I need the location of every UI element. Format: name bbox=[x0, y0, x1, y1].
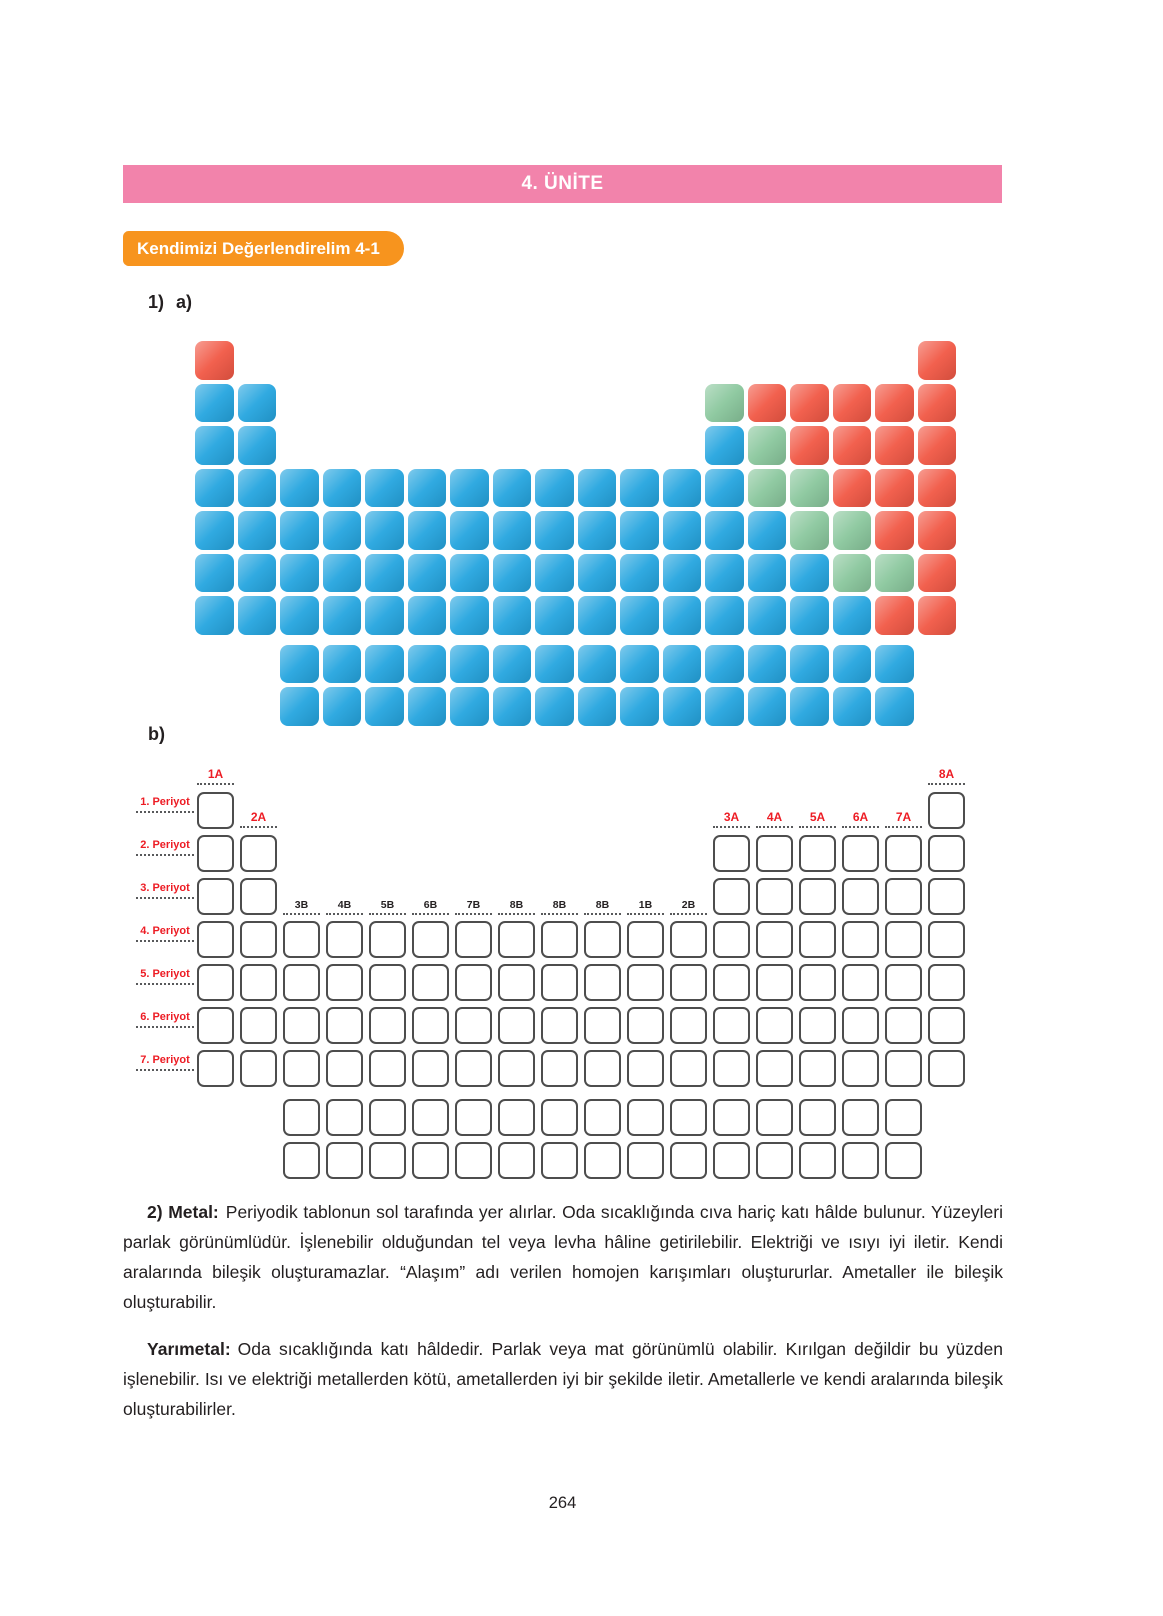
metal-cell bbox=[408, 596, 447, 635]
yarimetal-cell bbox=[875, 554, 914, 593]
metal-cell bbox=[365, 554, 404, 593]
group-a-label: 6A bbox=[842, 810, 879, 828]
metal-cell bbox=[450, 511, 489, 550]
empty-element-cell bbox=[584, 1099, 621, 1136]
empty-element-cell bbox=[799, 835, 836, 872]
empty-element-cell bbox=[541, 1050, 578, 1087]
yarimetal-description: Oda sıcaklığında katı hâldedir. Parlak veya mat görünümlü olabilir. Kırılgan değildir bu yüzden işlenebilir. Isı ve elektriği metallerden kötü, ametallerden iyi bir şekilde iletir. Ametallerle ve kendi aralarında bileşik oluşturabilirler. bbox=[123, 1339, 1003, 1419]
ametal-cell bbox=[790, 426, 829, 465]
empty-element-cell bbox=[197, 1050, 234, 1087]
empty-element-cell bbox=[326, 921, 363, 958]
metal-cell bbox=[195, 554, 234, 593]
empty-element-cell bbox=[541, 1007, 578, 1044]
yarimetal-cell bbox=[833, 511, 872, 550]
metal-cell bbox=[493, 511, 532, 550]
period-label: 5. Periyot bbox=[136, 968, 194, 985]
metal-cell bbox=[493, 554, 532, 593]
metal-cell bbox=[408, 469, 447, 508]
metal-cell bbox=[705, 554, 744, 593]
empty-element-cell bbox=[326, 1099, 363, 1136]
q1b-letter: b) bbox=[148, 724, 165, 744]
metal-cell bbox=[323, 645, 362, 684]
metal-cell bbox=[280, 511, 319, 550]
empty-element-cell bbox=[713, 1050, 750, 1087]
metal-cell bbox=[365, 596, 404, 635]
empty-element-cell bbox=[799, 1050, 836, 1087]
ametal-cell bbox=[918, 511, 957, 550]
metal-cell bbox=[578, 687, 617, 726]
empty-element-cell bbox=[197, 964, 234, 1001]
metal-cell bbox=[365, 469, 404, 508]
metal-cell bbox=[238, 554, 277, 593]
metal-cell bbox=[365, 511, 404, 550]
body-text bbox=[123, 1197, 1003, 1424]
empty-element-cell bbox=[369, 1007, 406, 1044]
empty-element-cell bbox=[369, 1099, 406, 1136]
period-label: 7. Periyot bbox=[136, 1054, 194, 1071]
metal-cell bbox=[195, 469, 234, 508]
ametal-cell bbox=[875, 384, 914, 423]
metal-cell bbox=[450, 469, 489, 508]
group-a-label: 4A bbox=[756, 810, 793, 828]
yarimetal-cell bbox=[790, 511, 829, 550]
metal-cell bbox=[663, 645, 702, 684]
empty-element-cell bbox=[283, 921, 320, 958]
empty-element-cell bbox=[713, 964, 750, 1001]
ametal-cell bbox=[748, 384, 787, 423]
group-a-label: 1A bbox=[197, 767, 234, 785]
metal-cell bbox=[748, 554, 787, 593]
empty-element-cell bbox=[498, 964, 535, 1001]
empty-element-cell bbox=[240, 835, 277, 872]
empty-element-cell bbox=[842, 1099, 879, 1136]
empty-element-cell bbox=[455, 1142, 492, 1179]
empty-element-cell bbox=[498, 1050, 535, 1087]
empty-element-cell bbox=[326, 1142, 363, 1179]
empty-element-cell bbox=[584, 1007, 621, 1044]
metal-cell bbox=[408, 645, 447, 684]
metal-cell bbox=[195, 384, 234, 423]
q1a-letter: a) bbox=[176, 292, 193, 312]
ametal-cell bbox=[918, 426, 957, 465]
yarimetal-cell bbox=[748, 469, 787, 508]
metal-cell bbox=[790, 645, 829, 684]
empty-element-cell bbox=[498, 1142, 535, 1179]
empty-element-cell bbox=[369, 921, 406, 958]
metal-heading: 2) Metal: bbox=[147, 1202, 219, 1222]
metal-cell bbox=[365, 687, 404, 726]
empty-element-cell bbox=[928, 878, 965, 915]
group-b-label: 7B bbox=[455, 899, 492, 915]
empty-element-cell bbox=[240, 1050, 277, 1087]
empty-element-cell bbox=[369, 1142, 406, 1179]
empty-element-cell bbox=[627, 1099, 664, 1136]
empty-element-cell bbox=[799, 1007, 836, 1044]
empty-element-cell bbox=[498, 1007, 535, 1044]
unit-header-bar bbox=[123, 165, 1002, 203]
metal-cell bbox=[748, 596, 787, 635]
empty-element-cell bbox=[799, 1142, 836, 1179]
ametal-cell bbox=[875, 469, 914, 508]
empty-element-cell bbox=[842, 1142, 879, 1179]
metal-cell bbox=[323, 511, 362, 550]
empty-element-cell bbox=[584, 1142, 621, 1179]
ametal-cell bbox=[875, 511, 914, 550]
empty-element-cell bbox=[713, 1007, 750, 1044]
metal-cell bbox=[620, 469, 659, 508]
metal-cell bbox=[408, 687, 447, 726]
metal-description: Periyodik tablonun sol tarafında yer alırlar. Oda sıcaklığında cıva hariç katı hâlde bulunur. Yüzeyleri parlak görünümlüdür. İşlenebilir olduğundan tel veya levha hâline getirilebilir. Elektriği ve ısıyı iyi iletir. Kendi aralarında bileşik oluşturamazlar. “Alaşım” adı verilen homojen karışımları oluştururlar. Ametaller ile bileşik oluşturabilir. bbox=[123, 1202, 1003, 1312]
group-a-label: 2A bbox=[240, 810, 277, 828]
metal-cell bbox=[408, 554, 447, 593]
empty-element-cell bbox=[197, 792, 234, 829]
metal-cell bbox=[535, 687, 574, 726]
empty-element-cell bbox=[455, 921, 492, 958]
empty-element-cell bbox=[670, 1099, 707, 1136]
empty-element-cell bbox=[627, 921, 664, 958]
badge-label: Kendimizi Değerlendirelim 4-1 bbox=[137, 238, 380, 258]
metal-cell bbox=[790, 554, 829, 593]
ametal-cell bbox=[790, 384, 829, 423]
metal-cell bbox=[493, 687, 532, 726]
metal-cell bbox=[323, 596, 362, 635]
empty-element-cell bbox=[928, 964, 965, 1001]
empty-element-cell bbox=[326, 1050, 363, 1087]
empty-element-cell bbox=[412, 964, 449, 1001]
ametal-cell bbox=[195, 341, 234, 380]
empty-element-cell bbox=[455, 964, 492, 1001]
metal-cell bbox=[280, 645, 319, 684]
group-b-label: 2B bbox=[670, 899, 707, 915]
empty-element-cell bbox=[799, 964, 836, 1001]
empty-element-cell bbox=[412, 921, 449, 958]
empty-element-cell bbox=[885, 835, 922, 872]
period-label: 1. Periyot bbox=[136, 796, 194, 813]
empty-element-cell bbox=[627, 1142, 664, 1179]
metal-cell bbox=[195, 426, 234, 465]
empty-element-cell bbox=[197, 921, 234, 958]
empty-element-cell bbox=[498, 1099, 535, 1136]
metal-cell bbox=[238, 426, 277, 465]
empty-element-cell bbox=[541, 1142, 578, 1179]
empty-element-cell bbox=[885, 964, 922, 1001]
group-b-label: 8B bbox=[541, 899, 578, 915]
self-assessment-badge bbox=[123, 231, 404, 266]
group-b-label: 8B bbox=[584, 899, 621, 915]
metal-cell bbox=[238, 596, 277, 635]
empty-element-cell bbox=[842, 921, 879, 958]
metal-cell bbox=[663, 687, 702, 726]
metal-cell bbox=[790, 596, 829, 635]
page-number: 264 bbox=[548, 1494, 577, 1512]
group-a-label: 7A bbox=[885, 810, 922, 828]
period-label: 2. Periyot bbox=[136, 839, 194, 856]
empty-element-cell bbox=[283, 1007, 320, 1044]
empty-element-cell bbox=[842, 1050, 879, 1087]
group-a-label: 5A bbox=[799, 810, 836, 828]
metal-cell bbox=[620, 645, 659, 684]
empty-element-cell bbox=[197, 878, 234, 915]
metal-cell bbox=[748, 645, 787, 684]
metal-cell bbox=[748, 687, 787, 726]
metal-cell bbox=[833, 687, 872, 726]
metal-cell bbox=[833, 645, 872, 684]
empty-element-cell bbox=[541, 964, 578, 1001]
unit-title: 4. ÜNİTE bbox=[521, 173, 604, 194]
ametal-cell bbox=[875, 596, 914, 635]
group-b-label: 4B bbox=[326, 899, 363, 915]
empty-element-cell bbox=[885, 878, 922, 915]
metal-cell bbox=[450, 645, 489, 684]
metal-cell bbox=[493, 645, 532, 684]
metal-cell bbox=[578, 469, 617, 508]
period-label: 3. Periyot bbox=[136, 882, 194, 899]
empty-element-cell bbox=[670, 1007, 707, 1044]
metal-cell bbox=[705, 426, 744, 465]
metal-cell bbox=[705, 469, 744, 508]
empty-element-cell bbox=[197, 1007, 234, 1044]
yarimetal-heading: Yarımetal: bbox=[147, 1339, 231, 1359]
empty-element-cell bbox=[369, 1050, 406, 1087]
metal-cell bbox=[578, 596, 617, 635]
metal-cell bbox=[408, 511, 447, 550]
metal-cell bbox=[323, 687, 362, 726]
empty-element-cell bbox=[842, 878, 879, 915]
metal-cell bbox=[705, 687, 744, 726]
empty-element-cell bbox=[928, 835, 965, 872]
metal-cell bbox=[663, 554, 702, 593]
group-a-label: 3A bbox=[713, 810, 750, 828]
empty-element-cell bbox=[283, 1050, 320, 1087]
empty-element-cell bbox=[928, 792, 965, 829]
empty-element-cell bbox=[541, 1099, 578, 1136]
metal-cell bbox=[493, 596, 532, 635]
empty-element-cell bbox=[584, 964, 621, 1001]
metal-cell bbox=[620, 596, 659, 635]
question-1b-label bbox=[148, 724, 165, 745]
ametal-cell bbox=[875, 426, 914, 465]
empty-element-cell bbox=[412, 1007, 449, 1044]
metal-cell bbox=[578, 645, 617, 684]
metal-cell bbox=[875, 645, 914, 684]
ametal-cell bbox=[918, 469, 957, 508]
metal-cell bbox=[620, 511, 659, 550]
colored-periodic-table bbox=[195, 341, 985, 741]
metal-cell bbox=[620, 554, 659, 593]
empty-element-cell bbox=[713, 1099, 750, 1136]
empty-element-cell bbox=[799, 878, 836, 915]
yarimetal-cell bbox=[833, 554, 872, 593]
empty-element-cell bbox=[842, 964, 879, 1001]
empty-element-cell bbox=[240, 921, 277, 958]
empty-element-cell bbox=[455, 1099, 492, 1136]
empty-element-cell bbox=[670, 1050, 707, 1087]
empty-element-cell bbox=[627, 964, 664, 1001]
empty-element-cell bbox=[240, 878, 277, 915]
empty-element-cell bbox=[670, 921, 707, 958]
metal-cell bbox=[663, 596, 702, 635]
metal-cell bbox=[280, 596, 319, 635]
empty-element-cell bbox=[455, 1050, 492, 1087]
empty-element-cell bbox=[240, 964, 277, 1001]
empty-element-cell bbox=[584, 921, 621, 958]
empty-element-cell bbox=[498, 921, 535, 958]
metal-cell bbox=[705, 511, 744, 550]
ametal-cell bbox=[833, 426, 872, 465]
metal-cell bbox=[790, 687, 829, 726]
empty-element-cell bbox=[928, 921, 965, 958]
metal-cell bbox=[535, 645, 574, 684]
metal-cell bbox=[705, 645, 744, 684]
empty-element-cell bbox=[412, 1142, 449, 1179]
empty-element-cell bbox=[799, 921, 836, 958]
yarimetal-cell bbox=[748, 426, 787, 465]
metal-cell bbox=[663, 469, 702, 508]
empty-element-cell bbox=[842, 835, 879, 872]
metal-cell bbox=[238, 511, 277, 550]
ametal-cell bbox=[833, 384, 872, 423]
ametal-cell bbox=[833, 469, 872, 508]
ametal-cell bbox=[918, 384, 957, 423]
yarimetal-cell bbox=[790, 469, 829, 508]
metal-cell bbox=[195, 596, 234, 635]
empty-element-cell bbox=[842, 1007, 879, 1044]
empty-element-cell bbox=[584, 1050, 621, 1087]
group-a-label: 8A bbox=[928, 767, 965, 785]
q1-number: 1) bbox=[148, 292, 165, 312]
empty-element-cell bbox=[928, 1007, 965, 1044]
empty-element-cell bbox=[541, 921, 578, 958]
group-b-label: 8B bbox=[498, 899, 535, 915]
empty-element-cell bbox=[756, 1050, 793, 1087]
metal-cell bbox=[280, 554, 319, 593]
group-b-label: 5B bbox=[369, 899, 406, 915]
empty-element-cell bbox=[885, 1050, 922, 1087]
metal-cell bbox=[875, 687, 914, 726]
metal-cell bbox=[535, 469, 574, 508]
metal-cell bbox=[748, 511, 787, 550]
empty-element-cell bbox=[369, 964, 406, 1001]
metal-cell bbox=[578, 511, 617, 550]
metal-cell bbox=[280, 687, 319, 726]
group-b-label: 3B bbox=[283, 899, 320, 915]
empty-periodic-table bbox=[130, 765, 1030, 1195]
empty-element-cell bbox=[326, 964, 363, 1001]
empty-element-cell bbox=[283, 964, 320, 1001]
empty-element-cell bbox=[756, 921, 793, 958]
metal-paragraph bbox=[123, 1197, 1003, 1317]
empty-element-cell bbox=[756, 964, 793, 1001]
metal-cell bbox=[535, 596, 574, 635]
metal-cell bbox=[833, 596, 872, 635]
empty-element-cell bbox=[885, 1099, 922, 1136]
metal-cell bbox=[238, 469, 277, 508]
metal-cell bbox=[493, 469, 532, 508]
empty-element-cell bbox=[756, 835, 793, 872]
empty-element-cell bbox=[627, 1007, 664, 1044]
empty-element-cell bbox=[326, 1007, 363, 1044]
question-1-label bbox=[148, 292, 192, 313]
group-b-label: 1B bbox=[627, 899, 664, 915]
empty-element-cell bbox=[283, 1099, 320, 1136]
empty-element-cell bbox=[713, 921, 750, 958]
yarimetal-paragraph bbox=[123, 1334, 1003, 1424]
empty-element-cell bbox=[197, 835, 234, 872]
metal-cell bbox=[663, 511, 702, 550]
period-label: 4. Periyot bbox=[136, 925, 194, 942]
empty-element-cell bbox=[756, 1099, 793, 1136]
ametal-cell bbox=[918, 341, 957, 380]
metal-cell bbox=[705, 596, 744, 635]
empty-element-cell bbox=[756, 1142, 793, 1179]
empty-element-cell bbox=[885, 1007, 922, 1044]
metal-cell bbox=[365, 645, 404, 684]
empty-element-cell bbox=[756, 878, 793, 915]
empty-element-cell bbox=[885, 1142, 922, 1179]
empty-element-cell bbox=[756, 1007, 793, 1044]
metal-cell bbox=[280, 469, 319, 508]
empty-element-cell bbox=[283, 1142, 320, 1179]
empty-element-cell bbox=[412, 1050, 449, 1087]
metal-cell bbox=[238, 384, 277, 423]
yarimetal-cell bbox=[705, 384, 744, 423]
metal-cell bbox=[323, 469, 362, 508]
empty-element-cell bbox=[713, 878, 750, 915]
empty-element-cell bbox=[412, 1099, 449, 1136]
metal-cell bbox=[450, 554, 489, 593]
metal-cell bbox=[578, 554, 617, 593]
empty-element-cell bbox=[928, 1050, 965, 1087]
metal-cell bbox=[450, 687, 489, 726]
metal-cell bbox=[620, 687, 659, 726]
empty-element-cell bbox=[670, 1142, 707, 1179]
ametal-cell bbox=[918, 554, 957, 593]
empty-element-cell bbox=[713, 1142, 750, 1179]
empty-element-cell bbox=[670, 964, 707, 1001]
empty-element-cell bbox=[240, 1007, 277, 1044]
metal-cell bbox=[323, 554, 362, 593]
ametal-cell bbox=[918, 596, 957, 635]
metal-cell bbox=[535, 554, 574, 593]
empty-element-cell bbox=[799, 1099, 836, 1136]
metal-cell bbox=[450, 596, 489, 635]
empty-element-cell bbox=[627, 1050, 664, 1087]
period-label: 6. Periyot bbox=[136, 1011, 194, 1028]
metal-cell bbox=[535, 511, 574, 550]
empty-element-cell bbox=[885, 921, 922, 958]
empty-element-cell bbox=[713, 835, 750, 872]
metal-cell bbox=[195, 511, 234, 550]
empty-element-cell bbox=[455, 1007, 492, 1044]
group-b-label: 6B bbox=[412, 899, 449, 915]
